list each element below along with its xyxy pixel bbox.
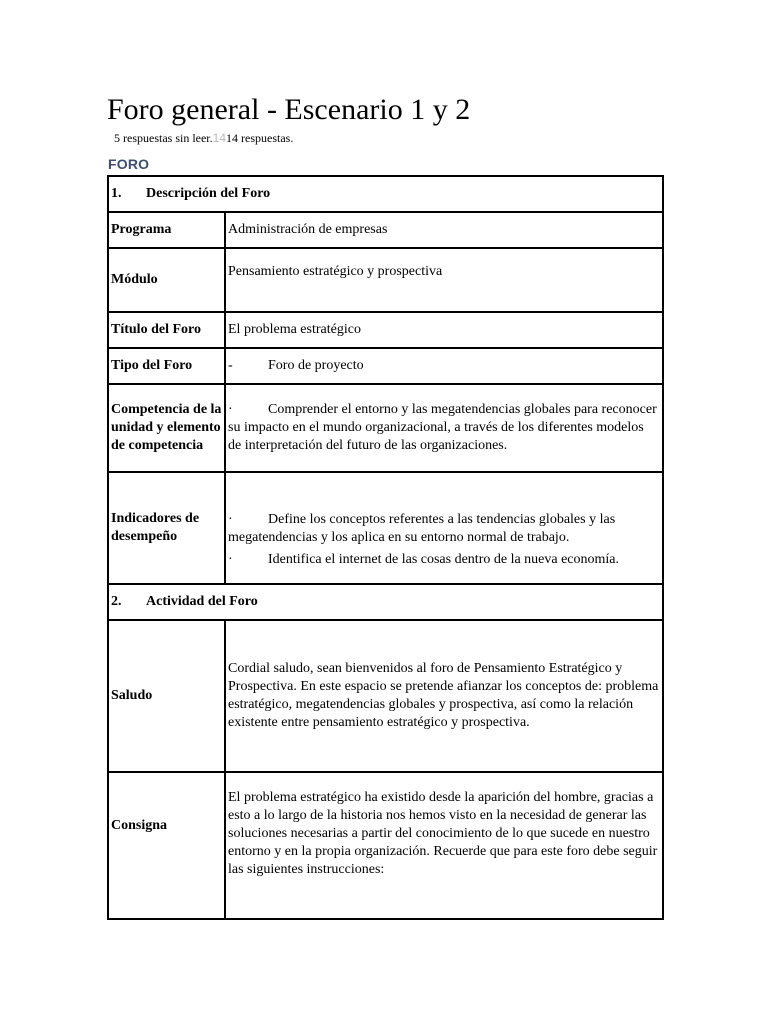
titulo-label: Título del Foro — [109, 313, 226, 347]
indicador-bullet: · — [228, 512, 233, 527]
indicador-item — [228, 551, 660, 569]
consigna-value-cell — [226, 773, 662, 918]
modulo-value: Pensamiento estratégico y prospectiva — [228, 264, 443, 279]
tipo-value: Foro de proyecto — [268, 358, 364, 373]
section-title: Descripción del Foro — [146, 186, 271, 201]
indicador-item — [228, 511, 660, 547]
unread-count-badge: 14 — [212, 131, 227, 145]
table-row-section-2 — [109, 585, 662, 621]
forum-description-table — [107, 175, 664, 920]
programa-value-cell — [226, 213, 662, 247]
total-replies-text: 14 respuestas. — [226, 131, 294, 145]
section-label-foro: FORO — [108, 156, 150, 172]
page-title: Foro general - Escenario 1 y 2 — [107, 93, 471, 126]
saludo-value: Cordial saludo, sean bienvenidos al foro de Pensamiento Estratégico y Prospectiva. En este espacio se pretende afianzar los conceptos de: problema estratégico, megatendencias globales y prospectiva, así como la relación existente entre pensamiento estratégico y prospectiva. — [228, 661, 659, 730]
competencia-value-cell — [226, 385, 662, 471]
table-row-consigna — [109, 773, 662, 918]
unread-replies-link[interactable]: 5 respuestas sin leer. — [114, 131, 213, 145]
saludo-label: Saludo — [109, 621, 226, 771]
table-row-saludo — [109, 621, 662, 773]
programa-value: Administración de empresas — [228, 222, 388, 237]
section-title: Actividad del Foro — [146, 594, 258, 609]
competencia-label: Competencia de la unidad y elemento de competencia — [109, 385, 226, 471]
consigna-value: El problema estratégico ha existido desde la aparición del hombre, gracias a esto a lo largo de la historia nos hemos visto en la necesidad de generar las soluciones necesarias a partir del conocimiento de lo que sucede en nuestro entorno y en la propia organización. Recuerde que para este foro debe seguir las siguientes instrucciones: — [228, 790, 658, 877]
modulo-value-cell — [226, 249, 662, 311]
saludo-value-cell — [226, 621, 662, 771]
section-number: 2. — [111, 594, 122, 609]
titulo-value: El problema estratégico — [228, 322, 361, 337]
table-row-modulo — [109, 249, 662, 313]
table-row-programa — [109, 213, 662, 249]
table-row-competencia — [109, 385, 662, 473]
indicador-bullet: · — [228, 552, 233, 567]
competencia-value: Comprender el entorno y las megatendencias globales para reconocer su impacto en el mundo organizacional, a través de los diferentes modelos de interpretación del futuro de las organizaciones. — [228, 402, 657, 453]
competencia-bullet: · — [228, 402, 233, 417]
indicadores-label: Indicadores de desempeño — [109, 473, 226, 583]
tipo-value-cell — [226, 349, 662, 383]
reply-summary — [114, 130, 293, 146]
titulo-value-cell — [226, 313, 662, 347]
tipo-bullet: - — [228, 358, 233, 373]
programa-label: Programa — [109, 213, 226, 247]
table-row-section-1 — [109, 177, 662, 213]
indicadores-value-cell — [226, 473, 662, 583]
section-number: 1. — [111, 186, 122, 201]
section-heading-actividad — [109, 585, 662, 619]
indicador-text: Define los conceptos referentes a las tendencias globales y las megatendencias y los aplica en su entorno normal de trabajo. — [228, 512, 616, 545]
tipo-label: Tipo del Foro — [109, 349, 226, 383]
modulo-label: Módulo — [109, 249, 226, 311]
indicador-text: Identifica el internet de las cosas dentro de la nueva economía. — [268, 552, 620, 567]
table-row-tipo — [109, 349, 662, 385]
consigna-label: Consigna — [109, 773, 226, 918]
section-heading-descripcion — [109, 177, 662, 211]
table-row-titulo — [109, 313, 662, 349]
table-row-indicadores — [109, 473, 662, 585]
